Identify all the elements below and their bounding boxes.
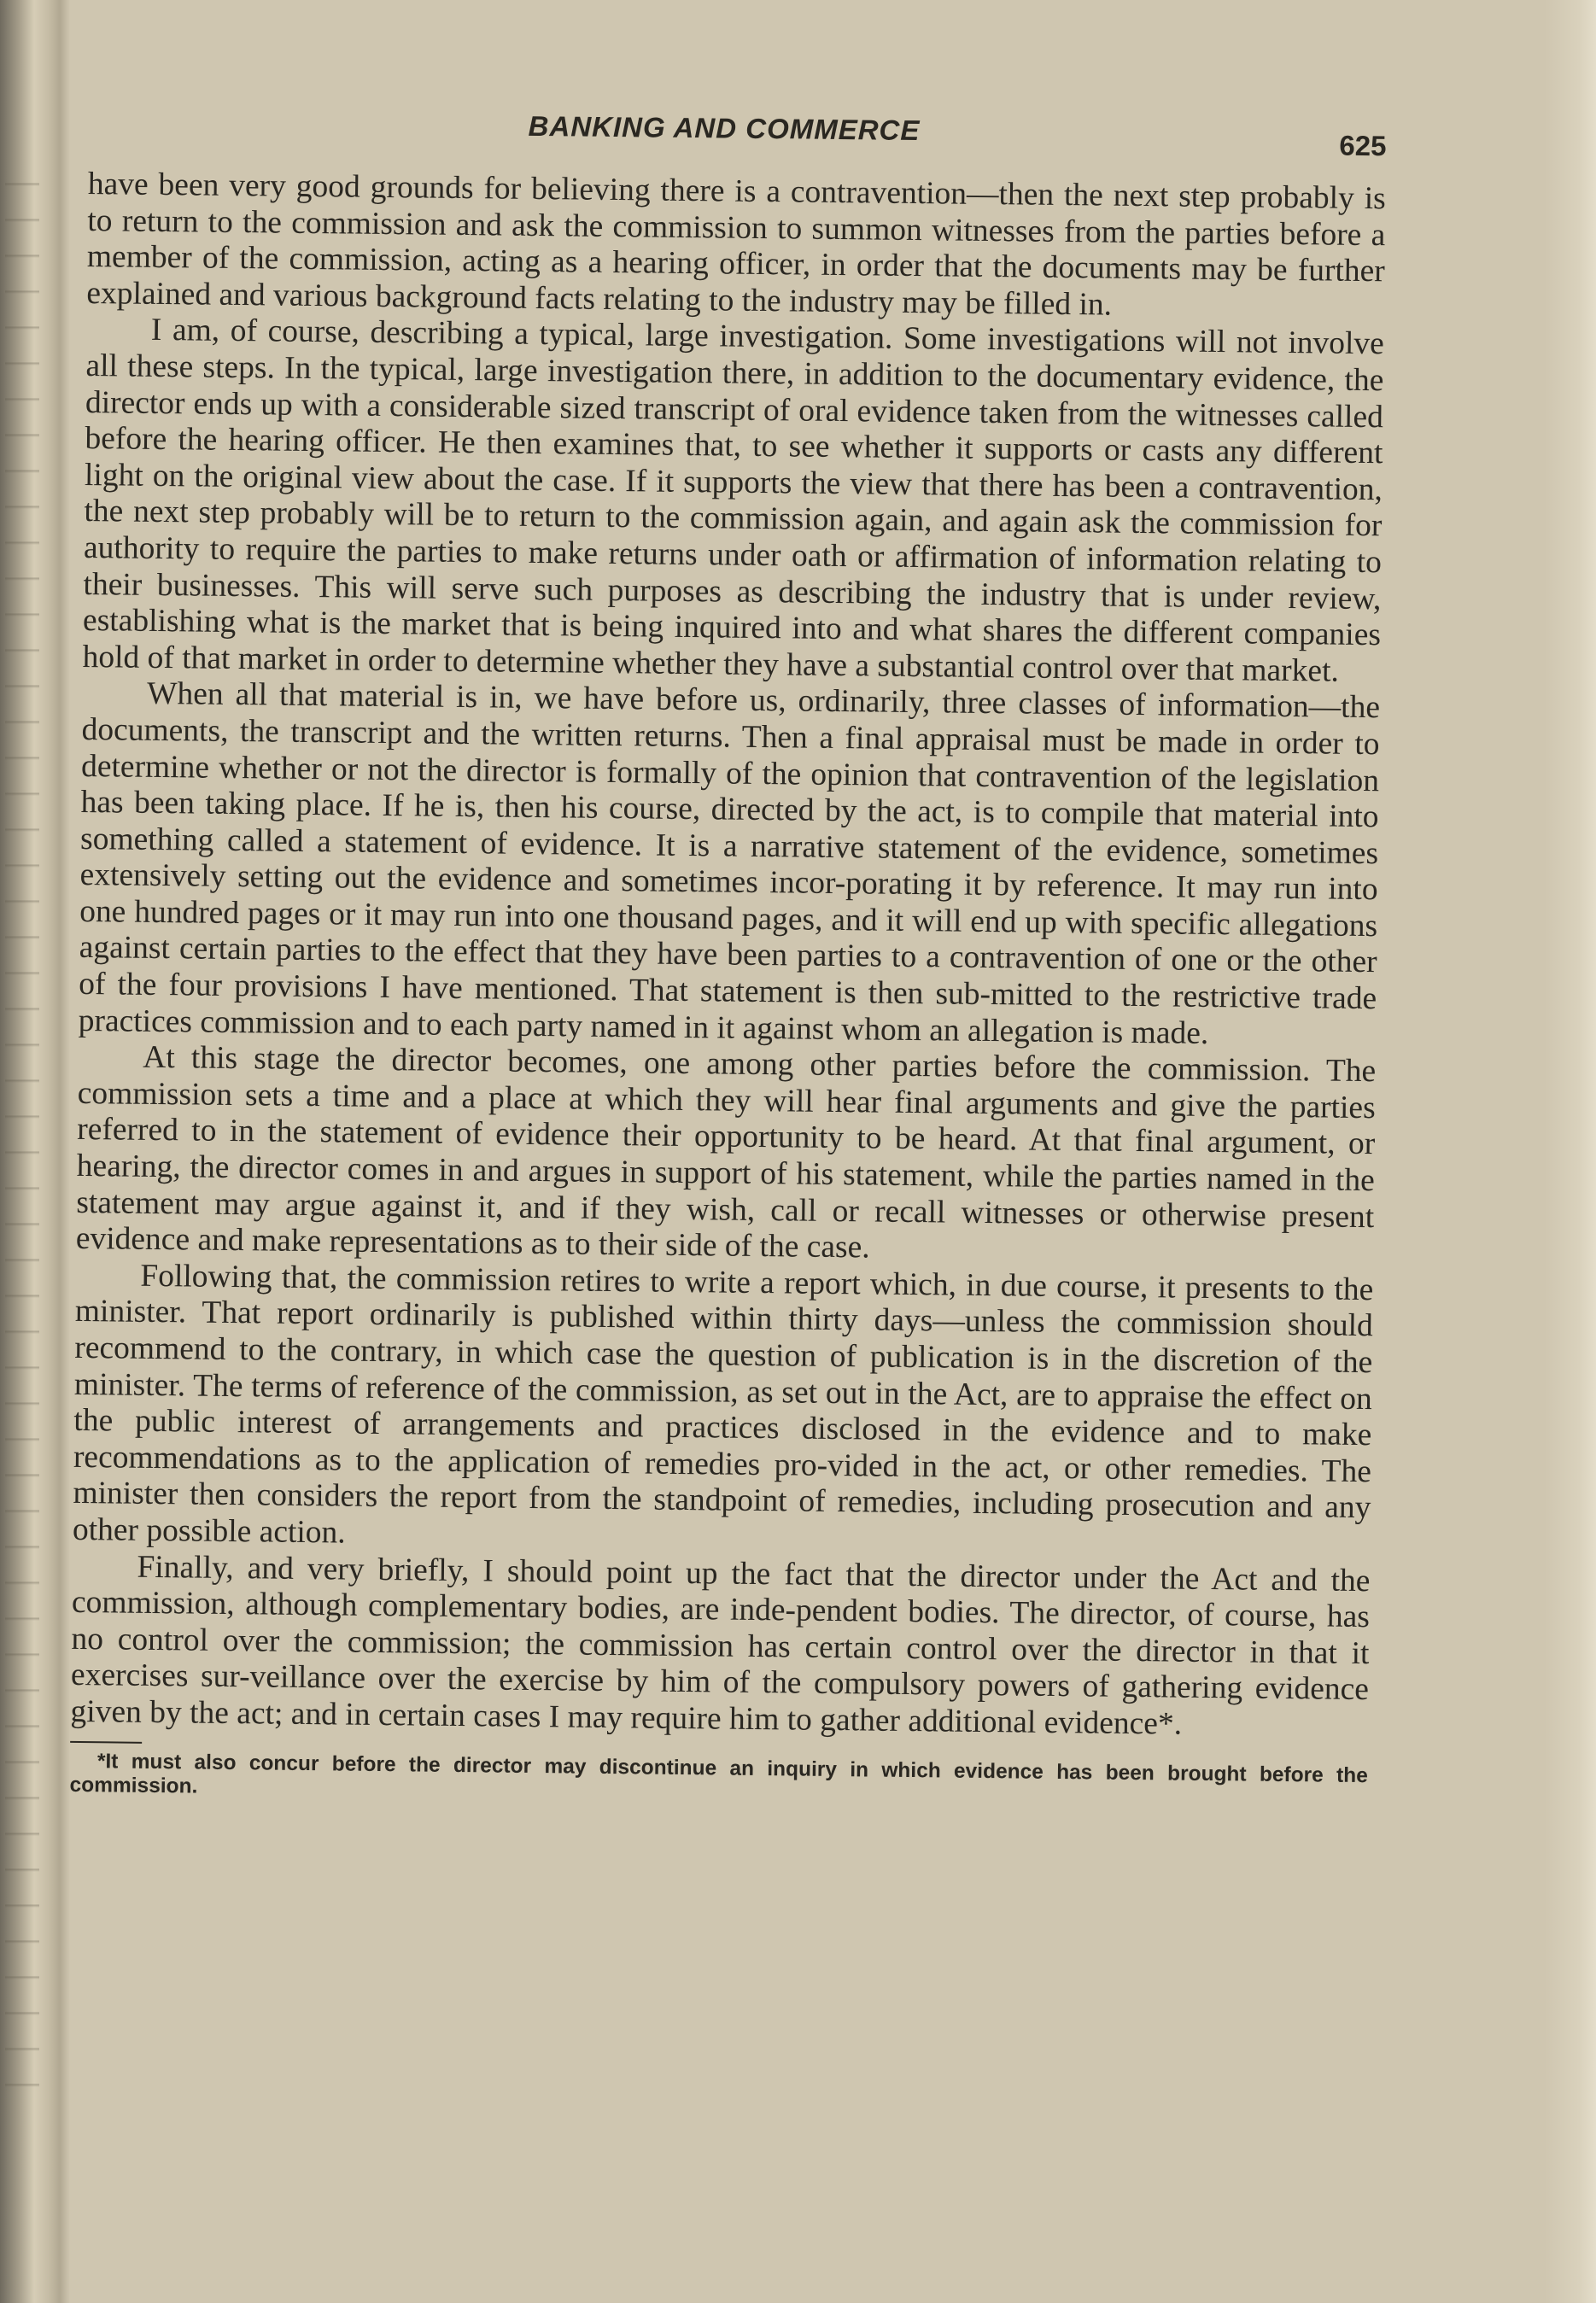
paragraph-continuation: have been very good grounds for believing there is a contravention—then the next step probably is to return to the commission and ask the commission to summon witnesses from the parties before a member of the commission, acting as a hearing officer, in order that the documents may be further explained and various background facts relating to the industry may be filled in. <box>86 166 1386 323</box>
page-edge <box>1545 0 1596 2303</box>
body-text <box>70 167 1386 1745</box>
footnote-rule <box>70 1740 142 1743</box>
paragraph: At this stage the director becomes, one among other parties before the commission. The commission sets a time and a place at which they will hear final arguments and give the parties referred to in the statement of evidence their opportunity to be heard. At that final argument, or hearing, the director comes in and argues in support of his statement, while the parties named in the statement may argue against it, and if they wish, call or recall witnesses or otherwise present evidence and make representations as to their side of the case. <box>75 1040 1377 1265</box>
running-title: BANKING AND COMMERCE <box>528 109 921 147</box>
paragraph: When all that material is in, we have before us, ordinarily, three classes of information—the documents, the transcript and the written returns. Then a final appraisal must be made in order to determine whether or not the director is formally of the opinion that contravention of the legislation has been taking place. If he is, then his course, directed by the act, is to compile that material into something called a statement of evidence. It is a narrative statement of the evidence, sometimes extensively setting out the evidence and sometimes incor-porating it by reference. It may run into one hundred pages or it may run into one thousand pages, and it will end up with specific allegations against certain parties to the effect that they have been parties to a contravention of one or the other of the four provisions I have mentioned. That statement is then sub-mitted to the restrictive trade practices commission and to each party named in it against whom an allegation is made. <box>78 676 1381 1051</box>
footnote: *It must also concur before the director may discontinue an inquiry in which evidence has been brought before the commission. <box>69 1749 1368 1798</box>
book-binding-shadow <box>0 0 70 2303</box>
page-number: 625 <box>1339 129 1387 162</box>
paragraph: I am, of course, describing a typical, large investigation. Some investigations will not involve all these steps. In the typical, large investigation there, in addition to the documentary evidence, the director ends up with a considerable sized transcript of oral evidence taken from the witnesses called before the hearing officer. He then examines that, to see whether it supports or casts any different light on the original view about the case. If it supports the view that there has been a contravention, the next step probably will be to return to the commission again, and again ask the commission for authority to require the parties to make returns under oath or affirmation of information relating to their businesses. This will serve such purposes as describing the industry that is under review, establishing what is the market that is being inquired into and what shares the different companies hold of that market in order to determine whether they have a substantial control over that market. <box>82 313 1385 689</box>
paragraph: Following that, the commission retires to write a report which, in due course, it presents to the minister. That report ordinarily is published within thirty days—unless the commission should recommend to the contrary, in which case the question of publication is in the discretion of the minister. The terms of reference of the commission, as set out in the Act, are to appraise the effect on the public interest of arrangements and practices disclosed in the evidence and to make recommendations as to the application of remedies pro-vided in the act, or other remedies. The minister then considers the report from the standpoint of remedies, including prosecution and any other possible action. <box>72 1258 1374 1551</box>
book-page <box>69 98 1386 1812</box>
gutter-marks <box>5 154 39 2118</box>
paragraph: Finally, and very briefly, I should point up the fact that the director under the Act and the commission, although complementary bodies, are inde-pendent bodies. The director, of course, has no control over the commission; the commission has certain control over the director in that it exercises sur-veillance over the exercise by him of the compulsory powers of gathering evidence given by the act; and in certain cases I may require him to gather additional evidence*. <box>70 1549 1371 1742</box>
